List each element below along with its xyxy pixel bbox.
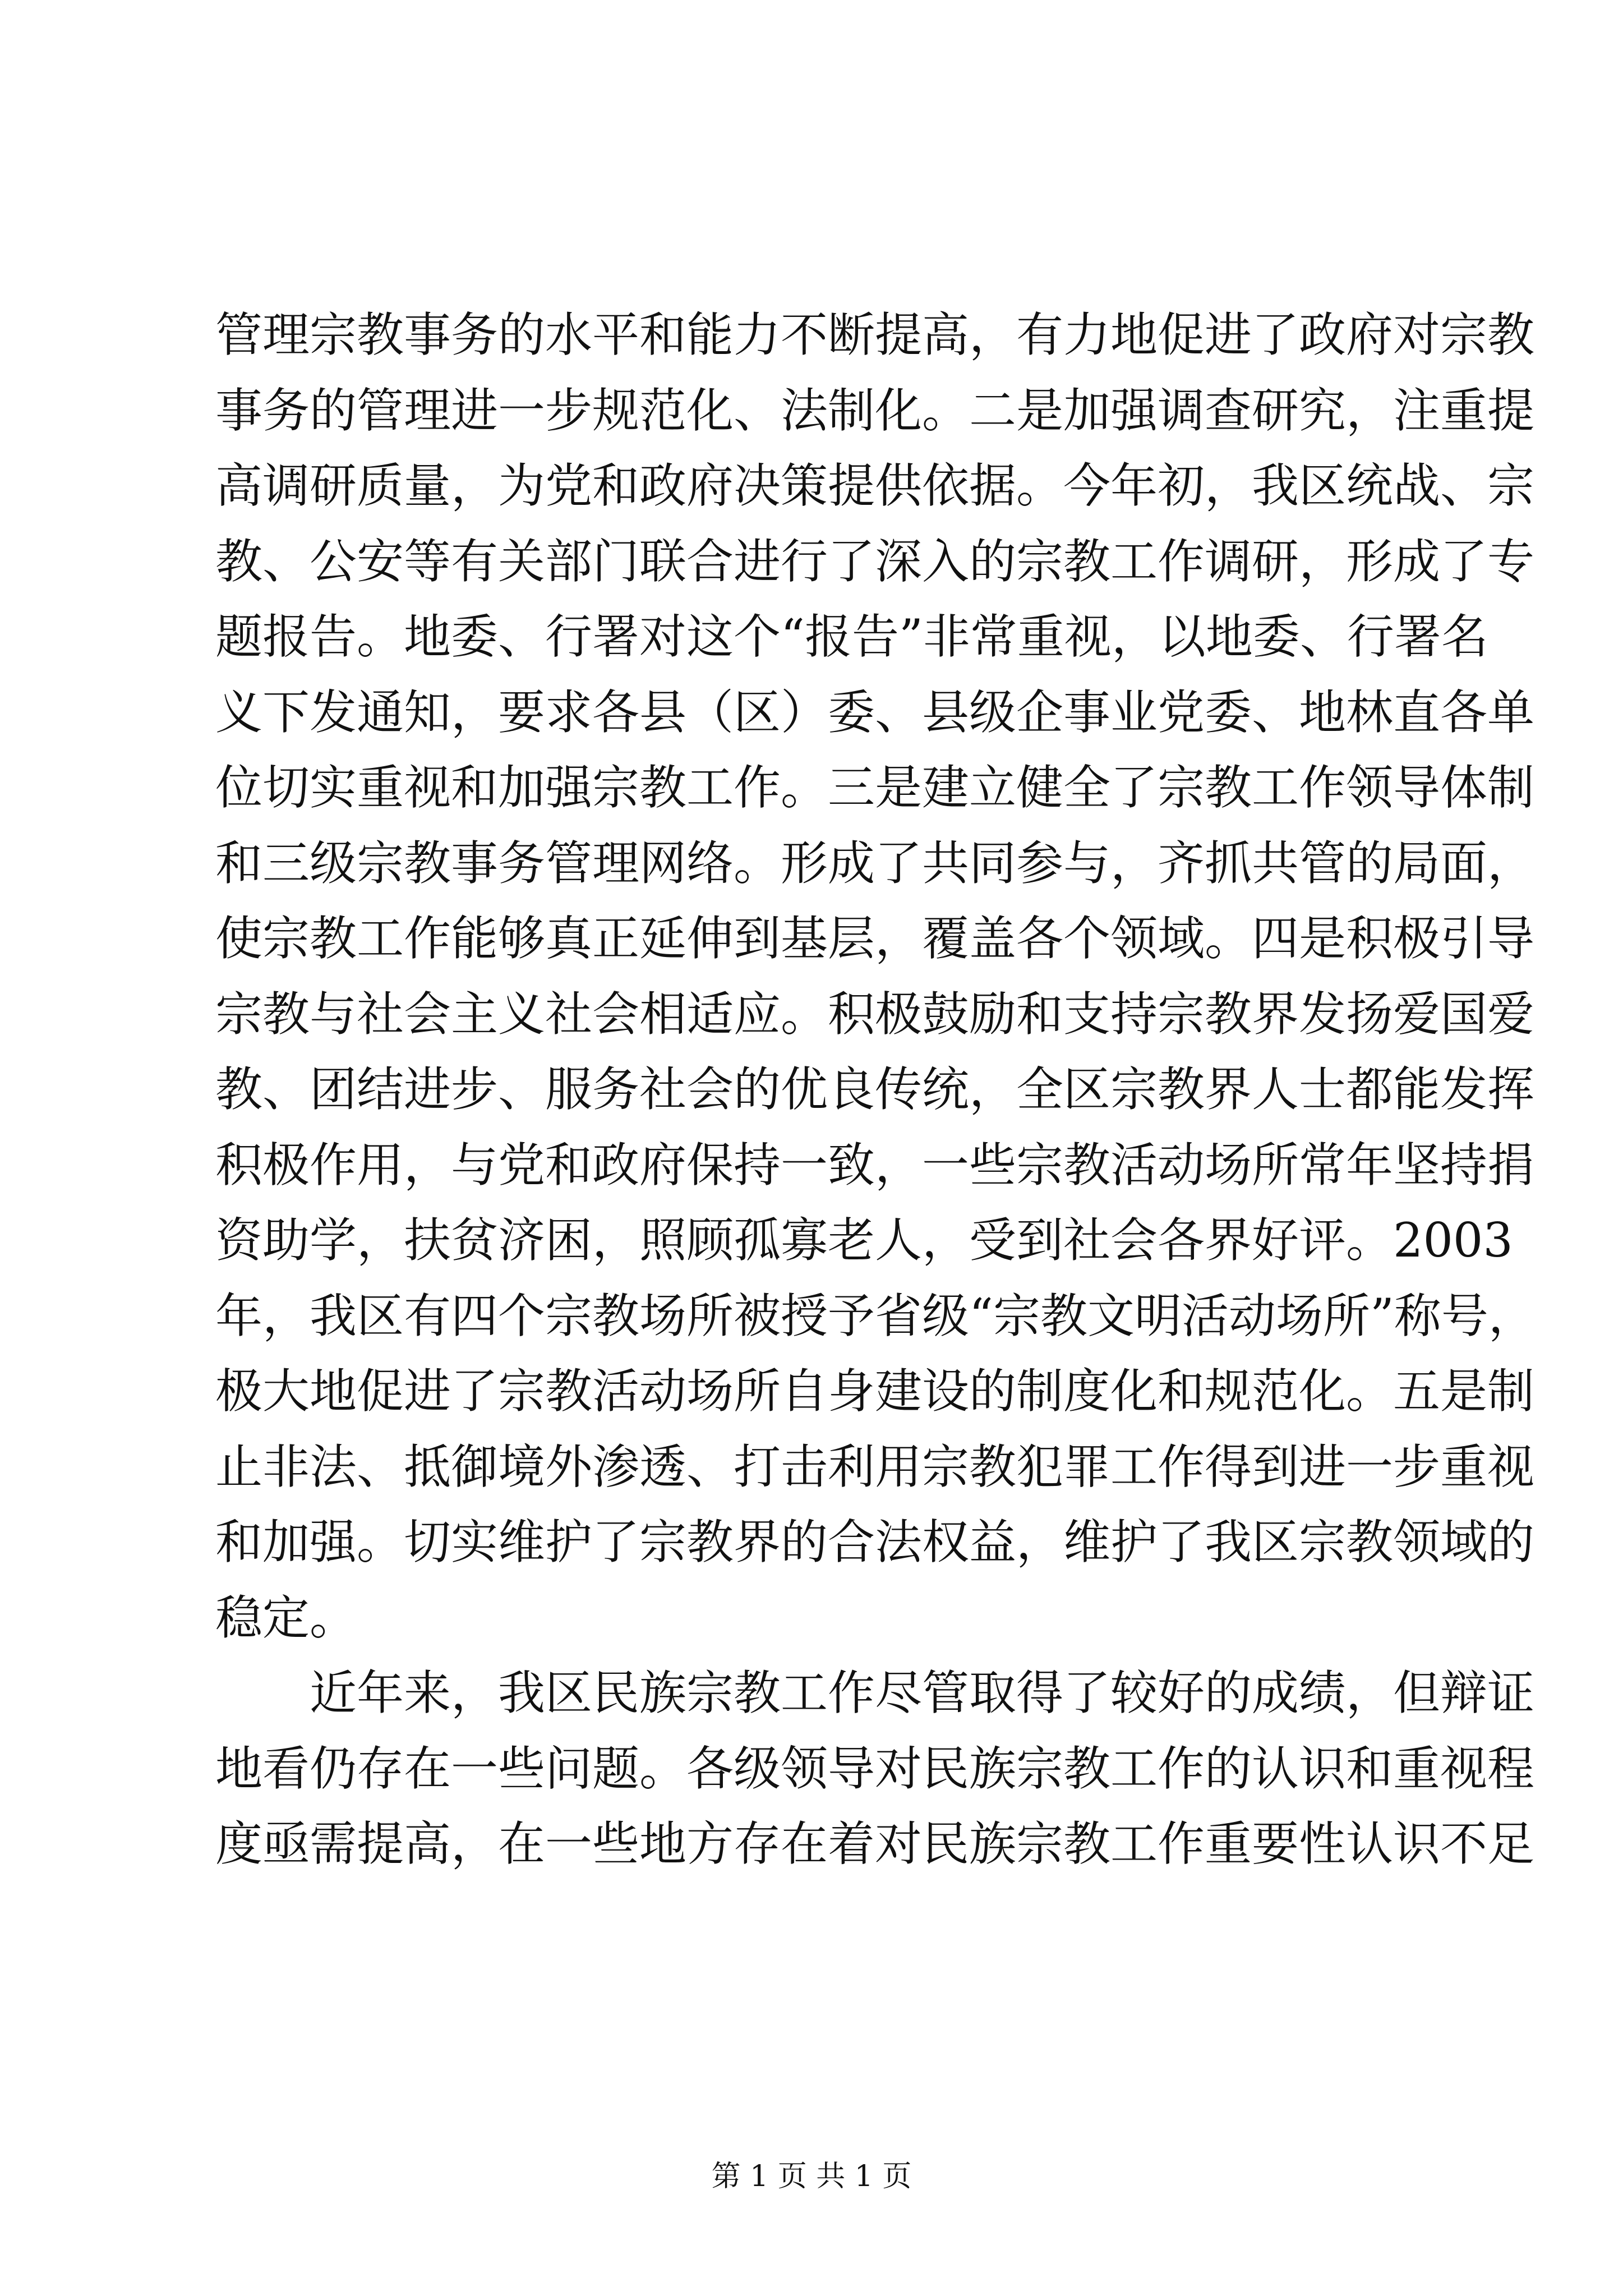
paragraph-2 [215,1655,1535,1882]
text-line: 和三级宗教事务管理网络。形成了共同参与，齐抓共管的局面， [215,835,1535,891]
text-line: 资助学，扶贫济困，照顾孤寡老人，受到社会各界好评。2003 [215,1213,1513,1268]
text-line: 义下发通知，要求各县（区）委、县级企事业党委、地林直各单 [215,684,1535,740]
text-line: 稳定。 [215,1590,357,1645]
text-line: 使宗教工作能够真正延伸到基层，覆盖各个领域。四是积极引导 [215,911,1535,966]
text-line: 教、公安等有关部门联合进行了深入的宗教工作调研，形成了专 [215,533,1535,589]
paragraph-1 [215,297,1536,1655]
text-line: 止非法、抵御境外渗透、打击利用宗教犯罪工作得到进一步重视 [215,1439,1535,1494]
text-line: 地看仍存在一些问题。各级领导对民族宗教工作的认识和重视程 [215,1741,1535,1796]
text-line: 题报告。地委、行署对这个“报告”非常重视，以地委、行署名 [215,609,1488,664]
text-line: 高调研质量，为党和政府决策提供依据。今年初，我区统战、宗 [215,458,1535,513]
text-line: 近年来，我区民族宗教工作尽管取得了较好的成绩，但辩证 [310,1665,1535,1720]
text-line: 教、团结进步、服务社会的优良传统，全区宗教界人士都能发挥 [215,1062,1535,1117]
text-line: 积极作用，与党和政府保持一致，一些宗教活动场所常年坚持捐 [215,1137,1535,1193]
text-line: 度亟需提高，在一些地方存在着对民族宗教工作重要性认识不足 [215,1816,1535,1871]
page-number-footer: 第 1 页 共 1 页 [711,2160,912,2193]
text-line: 年，我区有四个宗教场所被授予省级“宗教文明活动场所”称号， [215,1288,1536,1343]
text-line: 事务的管理进一步规范化、法制化。二是加强调查研究，注重提 [215,383,1535,438]
text-line: 管理宗教事务的水平和能力不断提高，有力地促进了政府对宗教 [215,307,1535,362]
text-line: 宗教与社会主义社会相适应。积极鼓励和支持宗教界发扬爱国爱 [215,986,1535,1042]
text-line: 极大地促进了宗教活动场所自身建设的制度化和规范化。五是制 [215,1364,1535,1419]
document-body [215,297,1536,1882]
text-line: 位切实重视和加强宗教工作。三是建立健全了宗教工作领导体制 [215,760,1535,815]
text-line: 和加强。切实维护了宗教界的合法权益，维护了我区宗教领域的 [215,1515,1535,1570]
